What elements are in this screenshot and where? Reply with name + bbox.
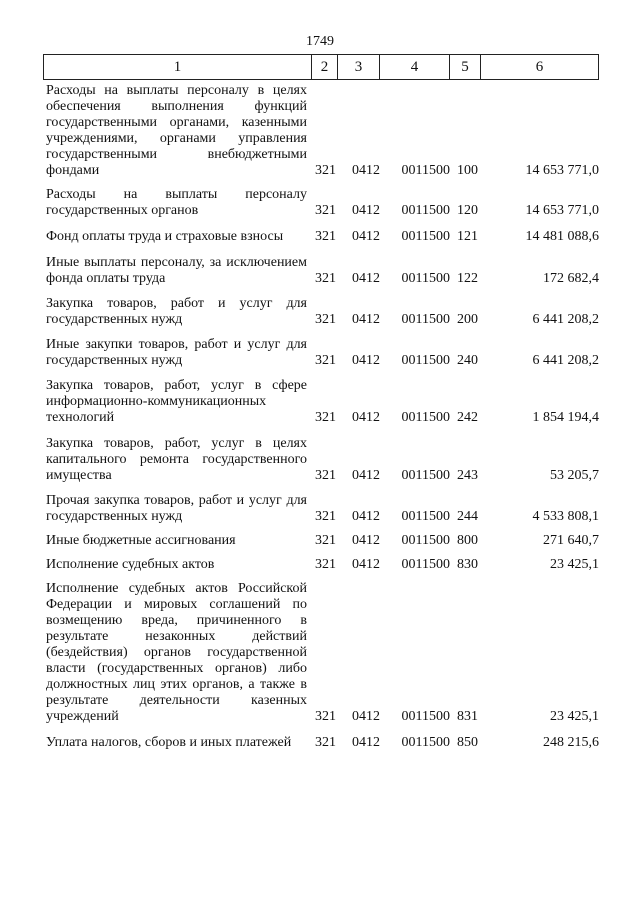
row-code-expense-type: 100	[457, 163, 478, 178]
row-code-expense-type: 200	[457, 312, 478, 327]
row-code-target: 0011500	[401, 410, 450, 425]
row-code-section: 0412	[352, 557, 380, 572]
row-code-ministry: 321	[315, 410, 336, 425]
row-amount: 6 441 208,2	[532, 312, 599, 327]
table-row	[46, 581, 599, 725]
row-code-target: 0011500	[401, 312, 450, 327]
table-header	[43, 54, 599, 80]
row-description: Исполнение судебных актов	[46, 557, 215, 572]
header-col-6: 6	[480, 55, 598, 79]
row-code-target: 0011500	[401, 271, 450, 286]
row-code-section: 0412	[352, 312, 380, 327]
table-row	[46, 436, 599, 484]
row-code-target: 0011500	[401, 509, 450, 524]
table-body	[46, 83, 599, 751]
row-code-section: 0412	[352, 533, 380, 548]
row-code-expense-type: 830	[457, 557, 478, 572]
row-amount: 14 653 771,0	[525, 163, 599, 178]
row-code-target: 0011500	[401, 353, 450, 368]
row-code-target: 0011500	[401, 163, 450, 178]
table-row	[46, 735, 599, 751]
row-code-ministry: 321	[315, 533, 336, 548]
table-row	[46, 296, 599, 328]
row-description: Расходы на выплаты персоналу государственных органов	[46, 187, 307, 218]
row-code-target: 0011500	[401, 229, 450, 244]
row-code-expense-type: 800	[457, 533, 478, 548]
row-code-ministry: 321	[315, 229, 336, 244]
row-description: Уплата налогов, сборов и иных платежей	[46, 735, 292, 750]
row-amount: 6 441 208,2	[532, 353, 599, 368]
row-code-ministry: 321	[315, 509, 336, 524]
row-code-ministry: 321	[315, 163, 336, 178]
row-code-expense-type: 240	[457, 353, 478, 368]
row-amount: 23 425,1	[550, 557, 599, 572]
row-description: Прочая закупка товаров, работ и услуг для государственных нужд	[46, 493, 307, 524]
row-description: Иные бюджетные ассигнования	[46, 533, 236, 548]
row-code-target: 0011500	[401, 203, 450, 218]
header-col-1: 1	[173, 58, 182, 75]
row-code-ministry: 321	[315, 353, 336, 368]
row-code-expense-type: 243	[457, 468, 478, 483]
row-code-ministry: 321	[315, 312, 336, 327]
table-row	[46, 493, 599, 525]
header-col-3: 3	[337, 55, 379, 79]
row-amount: 172 682,4	[543, 271, 599, 286]
row-description: Закупка товаров, работ и услуг для государственных нужд	[46, 296, 307, 327]
row-code-section: 0412	[352, 709, 380, 724]
row-code-expense-type: 242	[457, 410, 478, 425]
row-code-ministry: 321	[315, 709, 336, 724]
row-code-target: 0011500	[401, 557, 450, 572]
row-code-expense-type: 244	[457, 509, 478, 524]
row-code-section: 0412	[352, 353, 380, 368]
header-col-4: 4	[379, 55, 449, 79]
table-row	[46, 187, 599, 219]
row-code-target: 0011500	[401, 709, 450, 724]
header-col-2: 2	[311, 55, 337, 79]
row-amount: 53 205,7	[550, 468, 599, 483]
row-description: Иные выплаты персоналу, за исключением фонда оплаты труда	[46, 255, 307, 286]
table-row	[46, 378, 599, 426]
row-code-expense-type: 120	[457, 203, 478, 218]
row-code-target: 0011500	[401, 468, 450, 483]
table-row	[46, 229, 599, 245]
row-code-expense-type: 122	[457, 271, 478, 286]
row-code-expense-type: 831	[457, 709, 478, 724]
table-row	[46, 83, 599, 179]
row-code-section: 0412	[352, 468, 380, 483]
row-description: Расходы на выплаты персоналу в целях обеспечения выполнения функций государственными органами, казенными учреждениями, органами управления государственными внебюджетными фондами	[46, 83, 307, 178]
row-code-section: 0412	[352, 410, 380, 425]
row-amount: 14 653 771,0	[525, 203, 599, 218]
row-code-ministry: 321	[315, 203, 336, 218]
row-code-expense-type: 121	[457, 229, 478, 244]
row-amount: 248 215,6	[543, 735, 599, 750]
table-row	[46, 337, 599, 369]
page-number: 1749	[306, 34, 334, 49]
table-row	[46, 533, 599, 549]
row-code-section: 0412	[352, 163, 380, 178]
row-description: Фонд оплаты труда и страховые взносы	[46, 229, 284, 244]
header-col-5: 5	[449, 55, 480, 79]
row-description: Закупка товаров, работ, услуг в целях капитального ремонта государственного имущества	[46, 436, 307, 483]
row-description: Иные закупки товаров, работ и услуг для государственных нужд	[46, 337, 307, 368]
row-amount: 4 533 808,1	[532, 509, 599, 524]
row-code-section: 0412	[352, 203, 380, 218]
row-description: Закупка товаров, работ, услуг в сфере информационно-коммуникационных технологий	[46, 378, 307, 425]
row-code-target: 0011500	[401, 735, 450, 750]
row-amount: 14 481 088,6	[525, 229, 599, 244]
row-code-expense-type: 850	[457, 735, 478, 750]
row-amount: 271 640,7	[543, 533, 599, 548]
row-code-section: 0412	[352, 735, 380, 750]
row-code-ministry: 321	[315, 735, 336, 750]
row-amount: 1 854 194,4	[532, 410, 599, 425]
row-code-section: 0412	[352, 271, 380, 286]
row-code-section: 0412	[352, 509, 380, 524]
table-row	[46, 255, 599, 287]
row-code-section: 0412	[352, 229, 380, 244]
row-code-ministry: 321	[315, 271, 336, 286]
row-code-ministry: 321	[315, 557, 336, 572]
row-amount: 23 425,1	[550, 709, 599, 724]
row-description: Исполнение судебных актов Российской Федерации и мировых соглашений по возмещению вреда, причиненного в результате незаконных действий (бездействия) органов государственной власти (государственных органов) либо должностных лиц этих органов, а также в результате деятельности казенных учреждений	[46, 581, 307, 724]
table-row	[46, 557, 599, 573]
row-code-target: 0011500	[401, 533, 450, 548]
row-code-ministry: 321	[315, 468, 336, 483]
